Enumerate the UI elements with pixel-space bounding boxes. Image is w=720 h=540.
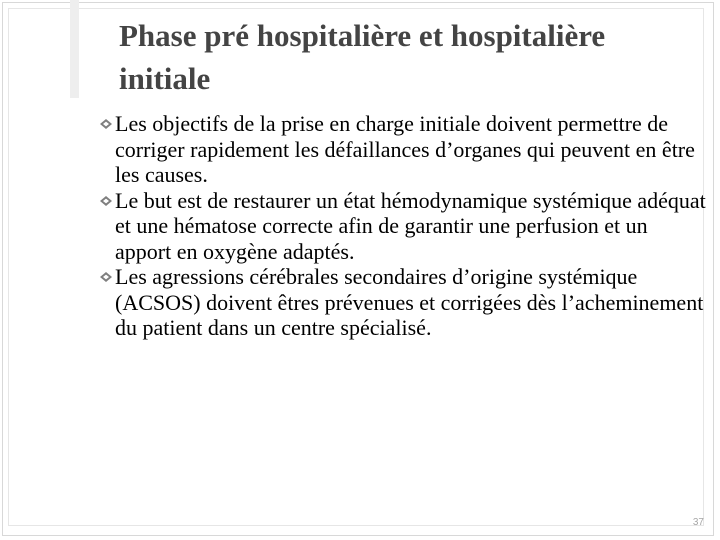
bullet-text: Les agressions cérébrales secondaires d’origine systémique (ACSOS) doivent êtres prévenues et corrigées dès l’acheminement du patient dans un centre spécialisé. — [115, 264, 704, 340]
diamond-bullet-icon — [99, 264, 115, 289]
bullet-text: Les objectifs de la prise en charge initiale doivent permettre de corriger rapidement les défaillances d’organes qui peuvent en être les causes. — [115, 111, 695, 187]
bullet-item — [99, 188, 709, 265]
bullet-item — [99, 111, 709, 188]
diamond-bullet-icon — [99, 111, 115, 136]
slide-number: 37 — [692, 517, 704, 528]
title-accent-bar — [70, 0, 79, 98]
bullet-item — [99, 264, 709, 341]
bullet-list — [99, 111, 709, 341]
bullet-text: Le but est de restaurer un état hémodynamique systémique adéquat et une hématose correcte afin de garantir une perfusion et un apport en oxygène adaptés. — [115, 187, 706, 264]
diamond-bullet-icon — [99, 188, 115, 213]
slide-title: Phase pré hospitalière et hospitalière initiale — [119, 18, 606, 96]
